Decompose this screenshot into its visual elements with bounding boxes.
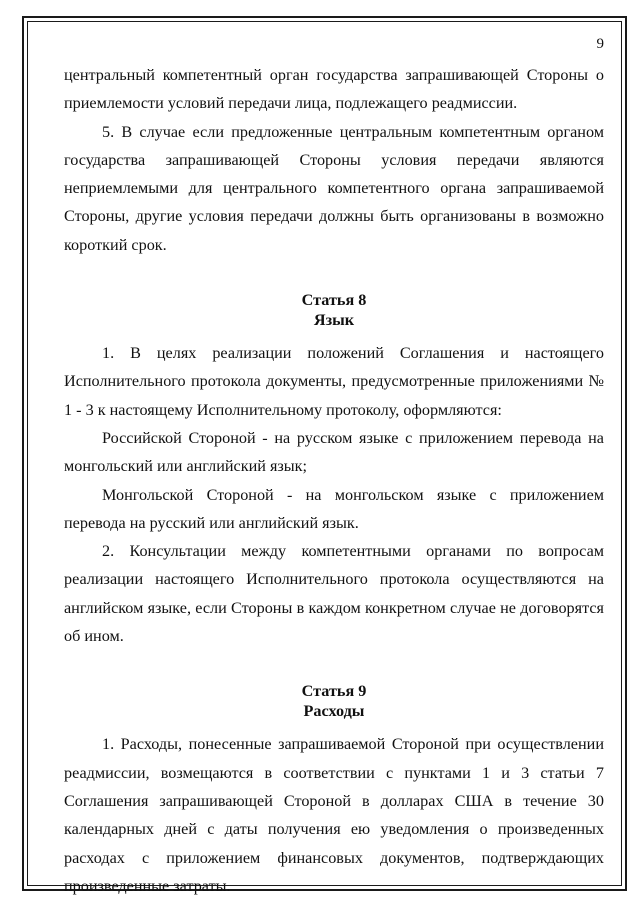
- article-8-paragraph-russian: Российской Стороной - на русском языке с приложением перевода на монгольский или английский язык;: [64, 428, 604, 476]
- article-8-paragraph-1: 1. В целях реализации положений Соглашения и настоящего Исполнительного протокола документы, предусмотренные приложениями № 1 - 3 к настоящему Исполнительному протоколу, оформляются:: [64, 344, 604, 419]
- paragraph-item-5: 5. В случае если предложенные центральным компетентным органом государства запрашивающей Стороны условия передачи являются неприемлемыми для центрального компетентного органа запрашиваемой Стороны, другие условия передачи должны быть организованы в возможно короткий срок.: [64, 122, 604, 254]
- article-9-number: Статья 9: [301, 682, 367, 701]
- article-8-paragraph-mongolian: Монгольской Стороной - на монгольском языке с приложением перевода на русский или английский язык.: [64, 485, 604, 532]
- document-body: [64, 61, 604, 900]
- article-8-paragraph-2: 2. Консультации между компетентными органами по вопросам реализации настоящего Исполнительного протокола осуществляются на английском языке, если Стороны в каждом конкретном случае не договорятся об ином.: [64, 542, 604, 646]
- page-number: 9: [596, 36, 604, 52]
- article-8-number: Статья 8: [301, 291, 367, 310]
- article-9-title: Расходы: [303, 702, 365, 721]
- paragraph-continuation: центральный компетентный орган государства запрашивающей Стороны о приемлемости условий передачи лица, подлежащего реадмиссии.: [64, 66, 604, 113]
- article-9-heading: [64, 681, 604, 721]
- article-8-heading: [64, 290, 604, 330]
- article-8-title: Язык: [313, 311, 355, 330]
- article-9-paragraph-1: 1. Расходы, понесенные запрашиваемой Стороной при осуществлении реадмиссии, возмещаются в соответствии с пунктами 1 и 3 статьи 7 Соглашения запрашивающей Стороной в долларах США в течение 30 календарных дней с даты получения ею уведомления о произведенных расходах с приложением финансовых документов, подтверждающих произведенные затраты.: [64, 735, 604, 895]
